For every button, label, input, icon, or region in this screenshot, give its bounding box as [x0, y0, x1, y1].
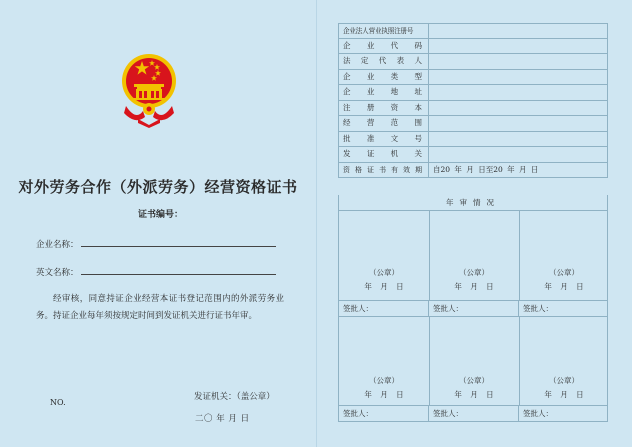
- company-name-line: [81, 238, 276, 247]
- national-emblem-icon: [120, 51, 178, 129]
- approver-cell: 签批人：: [523, 304, 553, 313]
- row-value: [429, 54, 607, 69]
- approver-cell: 签批人：: [429, 406, 519, 421]
- date-label: 年 月 日: [544, 282, 584, 291]
- issuing-authority: 发证机关：（盖公章）: [194, 392, 275, 402]
- review-band: [338, 317, 608, 406]
- date-label: 年 月 日: [454, 282, 494, 291]
- review-cell: [519, 211, 609, 300]
- english-name-line: [81, 266, 276, 275]
- review-cell: [429, 317, 520, 405]
- approver-row: [338, 301, 608, 317]
- certificate-title: 对外劳务合作（外派劳务）经营资格证书: [18, 178, 298, 196]
- date-label: 年 月 日: [544, 390, 584, 399]
- approver-cell: 签批人：: [339, 301, 429, 316]
- english-name-field: [36, 266, 276, 278]
- row-value: [429, 85, 607, 100]
- row-value: [429, 24, 607, 38]
- row-label: 发证机关: [339, 147, 429, 162]
- seal-label: （公章）: [549, 376, 579, 385]
- row-label: 批准文号: [339, 132, 429, 147]
- table-row: [338, 70, 608, 86]
- approver-cell: 签批人：: [523, 409, 553, 418]
- seal-label: （公章）: [549, 268, 579, 277]
- date-label: 年 月 日: [364, 390, 404, 399]
- row-label: 企业法人营业执照注册号: [339, 24, 429, 38]
- table-row: [338, 132, 608, 148]
- table-row: [338, 23, 608, 39]
- approver-cell: 签批人：: [339, 406, 429, 421]
- review-cell: [519, 317, 609, 405]
- table-row: [338, 147, 608, 163]
- row-label: 企业地址: [339, 85, 429, 100]
- row-label: 资格证书有效期: [339, 163, 429, 178]
- approver-cell: 签批人：: [429, 301, 519, 316]
- english-name-label: 英文名称：: [36, 268, 79, 278]
- review-band: [338, 211, 608, 301]
- review-cell: [339, 211, 430, 300]
- date-label: 年 月 日: [364, 282, 404, 291]
- review-cell: [429, 211, 520, 300]
- date-label: 年 月 日: [454, 390, 494, 399]
- row-label: 企业代码: [339, 39, 429, 54]
- row-value: [429, 39, 607, 54]
- row-value: [429, 116, 607, 131]
- table-row: [338, 39, 608, 55]
- table-row: [338, 101, 608, 117]
- page-fold: [316, 0, 317, 447]
- seal-label: （公章）: [369, 268, 399, 277]
- annual-review-grid-bottom: [338, 317, 608, 406]
- table-row: [338, 163, 608, 179]
- row-label: 注册资本: [339, 101, 429, 116]
- seal-label: （公章）: [459, 268, 489, 277]
- seal-label: （公章）: [369, 376, 399, 385]
- certificate-number: [138, 207, 183, 220]
- annual-review-header: 年审情况: [338, 195, 608, 211]
- row-label: 经营范围: [339, 116, 429, 131]
- approval-statement: 经审核，同意持证企业经营本证书登记范围内的外派劳务业务。持证企业每年须按规定时间到发证机关进行证书年审。: [36, 294, 284, 321]
- validity-period-value: 自20 年 月 日至20 年 月 日: [433, 164, 539, 174]
- certificate-number-label: 证书编号：: [138, 210, 184, 220]
- registration-table: [338, 23, 608, 178]
- issue-date: 二〇 年 月 日: [195, 414, 250, 424]
- table-row: [338, 85, 608, 101]
- row-label: 法定代表人: [339, 54, 429, 69]
- row-value: [429, 70, 607, 85]
- table-row: [338, 116, 608, 132]
- table-row: [338, 54, 608, 70]
- row-value: [429, 132, 607, 147]
- company-name-label: 企业名称：: [36, 240, 79, 250]
- row-value: [429, 147, 607, 162]
- row-value: [429, 101, 607, 116]
- company-name-field: [36, 238, 276, 250]
- serial-number-label: NO.: [50, 398, 66, 407]
- seal-label: （公章）: [459, 376, 489, 385]
- row-label: 企业类型: [339, 70, 429, 85]
- annual-review-grid-top: [338, 211, 608, 301]
- review-cell: [339, 317, 430, 405]
- approver-row: [338, 406, 608, 422]
